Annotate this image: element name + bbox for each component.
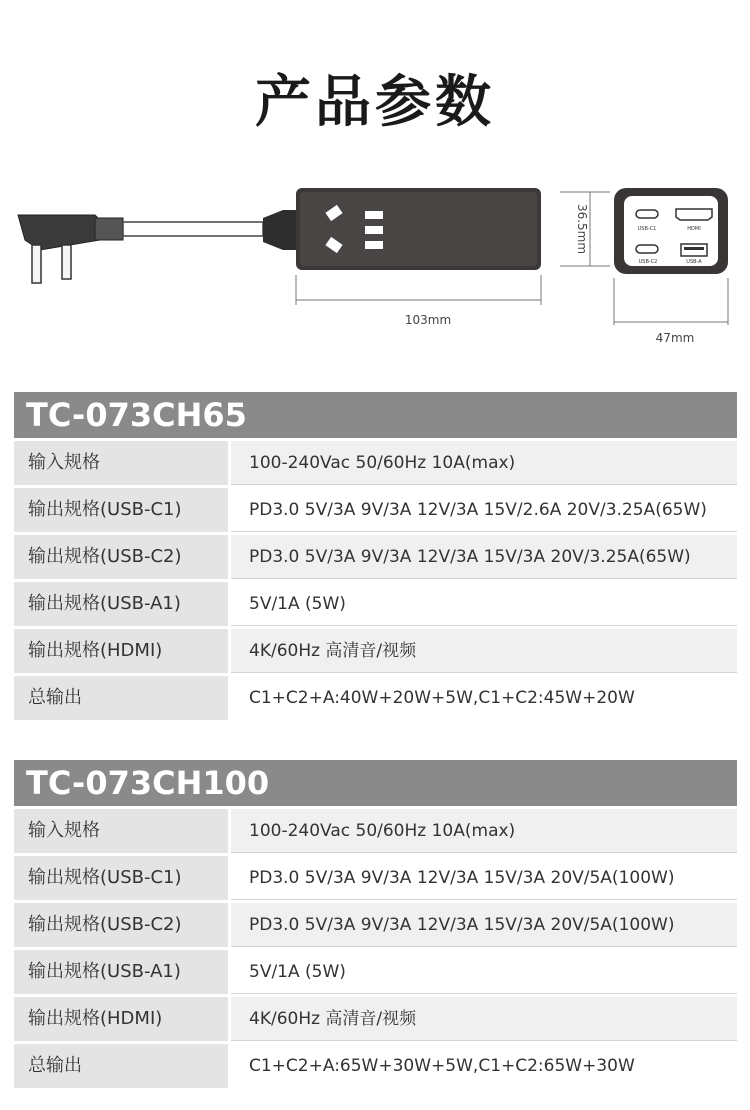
model-name: TC-073CH65 (14, 392, 737, 438)
spec-label: 输出规格(USB-C2) (14, 903, 228, 947)
spec-rows (14, 441, 737, 720)
width-dimension (614, 278, 728, 345)
spec-value: 100-240Vac 50/60Hz 10A(max) (231, 809, 737, 853)
length-dimension (296, 275, 541, 327)
spec-label: 输出规格(HDMI) (14, 629, 228, 673)
power-strip-front-view (614, 188, 728, 274)
model-name: TC-073CH100 (14, 760, 737, 806)
power-strip-side-view (296, 188, 541, 270)
spec-value: PD3.0 5V/3A 9V/3A 12V/3A 15V/3A 20V/5A(100W) (231, 903, 737, 947)
spec-value: C1+C2+A:65W+30W+5W,C1+C2:65W+30W (231, 1044, 737, 1088)
spec-row-hdmi (14, 629, 737, 673)
spec-label: 输入规格 (14, 441, 228, 485)
hdmi-port-label: HDMI (687, 226, 701, 232)
spec-row-input (14, 809, 737, 853)
spec-value: C1+C2+A:40W+20W+5W,C1+C2:45W+20W (231, 676, 737, 720)
spec-value: 100-240Vac 50/60Hz 10A(max) (231, 441, 737, 485)
spec-label: 输入规格 (14, 809, 228, 853)
spec-value: 5V/1A (5W) (231, 582, 737, 626)
spec-row-total-output (14, 1044, 737, 1088)
spec-label: 输出规格(HDMI) (14, 997, 228, 1041)
spec-value: PD3.0 5V/3A 9V/3A 12V/3A 15V/2.6A 20V/3.25A(65W) (231, 488, 737, 532)
spec-table-tc-073ch65 (14, 392, 737, 720)
spec-label: 输出规格(USB-C2) (14, 535, 228, 579)
spec-label: 总输出 (14, 1044, 228, 1088)
spec-value: PD3.0 5V/3A 9V/3A 12V/3A 15V/3A 20V/3.25A(65W) (231, 535, 737, 579)
spec-value: 4K/60Hz 高清音/视频 (231, 629, 737, 673)
spec-label: 总输出 (14, 676, 228, 720)
spec-row-hdmi (14, 997, 737, 1041)
product-dimension-diagram (0, 160, 750, 360)
spec-value: PD3.0 5V/3A 9V/3A 12V/3A 15V/3A 20V/5A(100W) (231, 856, 737, 900)
spec-rows (14, 809, 737, 1088)
spec-row-usb-a1 (14, 950, 737, 994)
spec-row-usb-c1 (14, 856, 737, 900)
usb-c2-port-label: USB-C2 (638, 259, 658, 265)
height-label: 36.5mm (575, 203, 589, 255)
spec-label: 输出规格(USB-A1) (14, 950, 228, 994)
spec-row-usb-c2 (14, 535, 737, 579)
spec-value: 5V/1A (5W) (231, 950, 737, 994)
spec-label: 输出规格(USB-A1) (14, 582, 228, 626)
usb-c1-port-label: USB-C1 (637, 226, 657, 232)
spec-row-usb-c1 (14, 488, 737, 532)
spec-value: 4K/60Hz 高清音/视频 (231, 997, 737, 1041)
power-plug-illustration (18, 215, 123, 283)
length-label: 103mm (404, 313, 452, 327)
spec-row-usb-a1 (14, 582, 737, 626)
hdmi-port-icon (676, 209, 712, 220)
spec-table-tc-073ch100 (14, 760, 737, 1088)
page-title: 产品参数 (255, 70, 495, 135)
spec-label: 输出规格(USB-C1) (14, 488, 228, 532)
spec-row-usb-c2 (14, 903, 737, 947)
width-label: 47mm (655, 331, 695, 345)
usb-a-port-icon (681, 244, 707, 256)
usb-c1-port-icon (636, 210, 658, 218)
spec-label: 输出规格(USB-C1) (14, 856, 228, 900)
spec-row-input (14, 441, 737, 485)
height-dimension (560, 192, 610, 266)
spec-row-total-output (14, 676, 737, 720)
cable-illustration (123, 210, 296, 250)
usb-a-port-label: USB-A (686, 259, 702, 265)
usb-c2-port-icon (636, 245, 658, 253)
